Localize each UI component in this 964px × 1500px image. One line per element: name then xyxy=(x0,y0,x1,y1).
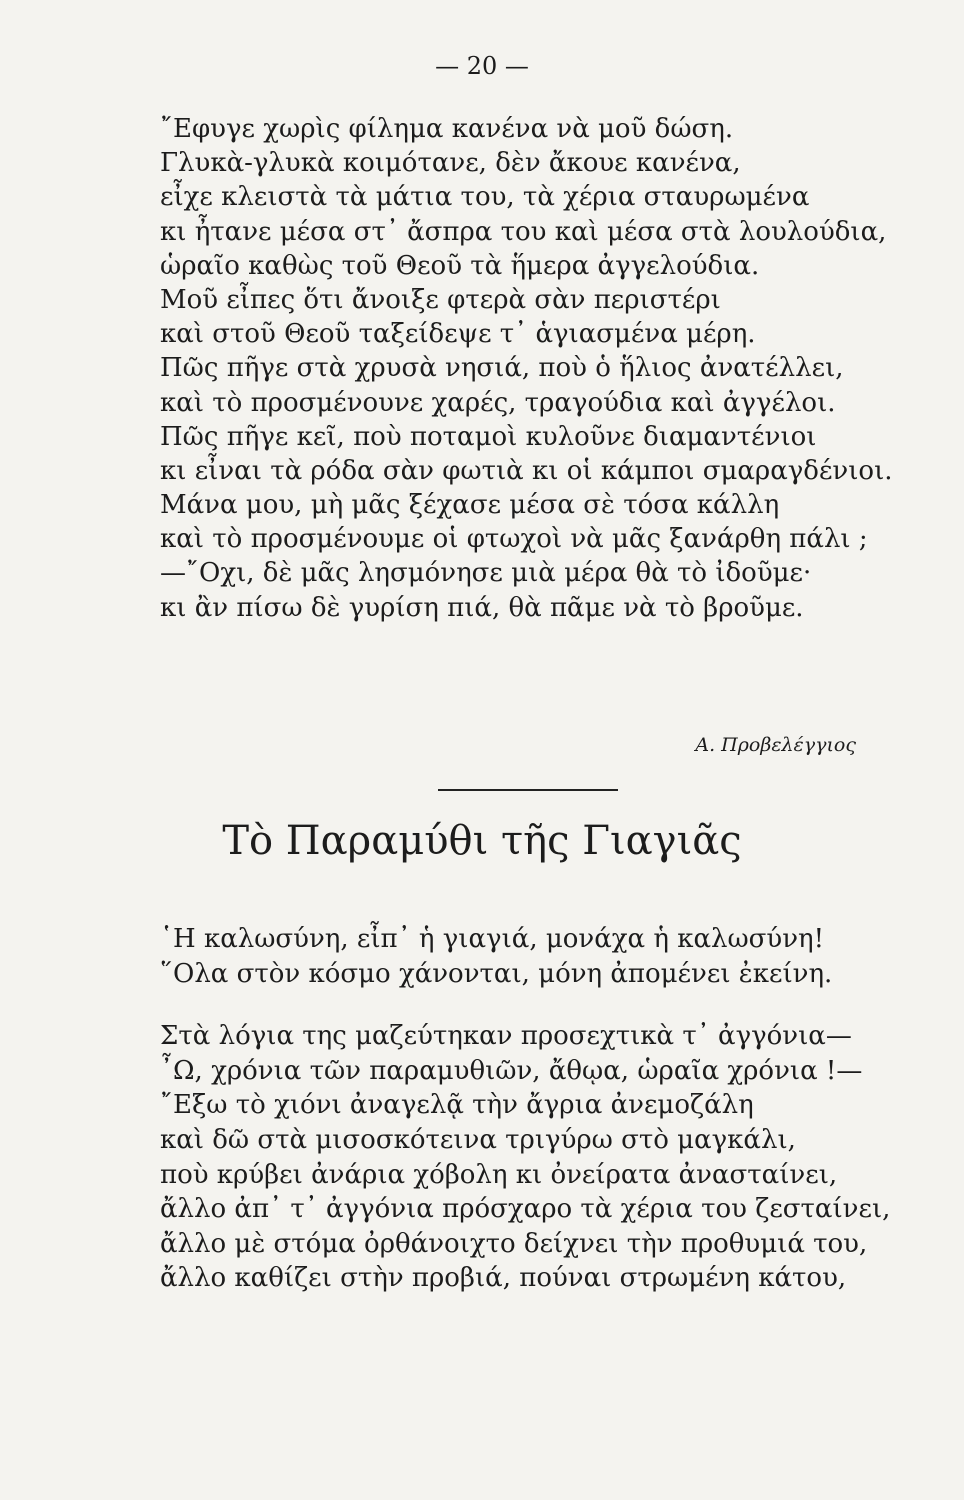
poem-line: ῾Η καλωσύνη, εἶπ᾽ ἡ γιαγιά, μονάχα ἡ καλωσύνη! xyxy=(160,924,825,954)
poem-line: εἶχε κλειστὰ τὰ μάτια του, τὰ χέρια σταυρωμένα xyxy=(160,182,810,213)
poem-line: ῎Εφυγε χωρὶς φίλημα κανένα νὰ μοῦ δώση. xyxy=(160,114,734,144)
poem-line: ποὺ κρύβει ἀνάρια χόβολη κι ὀνείρατα ἀνασταίνει, xyxy=(160,1159,838,1190)
poem-line: ῎Εξω τὸ χιόνι ἀναγελᾷ τὴν ἄγρια ἀνεμοζάλη xyxy=(160,1090,754,1121)
poem-line: καὶ τὸ προσμένουμε οἱ φτωχοὶ νὰ μᾶς ξανάρθη πάλι ; xyxy=(160,524,868,555)
poem-line: Γλυκὰ-γλυκὰ κοιμότανε, δὲν ἄκουε κανένα, xyxy=(160,148,741,179)
poem-line: Στὰ λόγια της μαζεύτηκαν προσεχτικὰ τ᾽ ἀγγόνια— xyxy=(160,1021,852,1052)
poem-line: ἄλλο καθίζει στὴν προβιά, πούναι στρωμένη κάτου, xyxy=(160,1263,847,1294)
poem-author: Α. Προβελέγγιος xyxy=(695,734,856,756)
poem-line: ἄλλο μὲ στόμα ὀρθάνοιχτο δείχνει τὴν προθυμιά του, xyxy=(160,1228,868,1259)
poem-line: κι ἂν πίσω δὲ γυρίση πιά, θὰ πᾶμε νὰ τὸ βροῦμε. xyxy=(160,592,804,623)
poem-line: κι ἦτανε μέσα στ᾽ ἄσπρα του καὶ μέσα στὰ λουλούδια, xyxy=(160,216,887,247)
poem-line: Μοῦ εἶπες ὅτι ἄνοιξε φτερὰ σὰν περιστέρι xyxy=(160,284,721,315)
poem-second xyxy=(160,922,930,1296)
poem-line: καὶ στοῦ Θεοῦ ταξείδεψε τ᾽ ἁγιασμένα μέρη. xyxy=(160,319,756,350)
page-number: — 20 — xyxy=(435,52,529,80)
poem-line: καὶ τὸ προσμένουνε χαρές, τραγούδια καὶ ἀγγέλοι. xyxy=(160,387,836,418)
poem-line: ἄλλο ἀπ᾽ τ᾽ ἀγγόνια πρόσχαρο τὰ χέρια του ζεσταίνει, xyxy=(160,1194,891,1225)
poem-line: Μάνα μου, μὴ μᾶς ξέχασε μέσα σὲ τόσα κάλλη xyxy=(160,490,780,521)
stanza-break xyxy=(160,991,930,1019)
poem-title: Τὸ Παραμύθι τῆς Γιαγιᾶς xyxy=(222,818,742,864)
poem-line: —῎Οχι, δὲ μᾶς λησμόνησε μιὰ μέρα θὰ τὸ ἰδοῦμε· xyxy=(160,558,812,589)
poem-line: κι εἶναι τὰ ρόδα σὰν φωτιὰ κι οἱ κάμποι σμαραγδένιοι. xyxy=(160,455,893,486)
poem-line: Πῶς πῆγε στὰ χρυσὰ νησιά, ποὺ ὁ ἥλιος ἀνατέλλει, xyxy=(160,353,844,384)
section-divider xyxy=(438,789,618,791)
poem-first xyxy=(160,112,930,625)
poem-line: καὶ δῶ στὰ μισοσκότεινα τριγύρω στὸ μαγκάλι, xyxy=(160,1124,796,1155)
poem-line: ῞Ολα στὸν κόσμο χάνονται, μόνη ἀπομένει ἐκείνη. xyxy=(160,958,833,989)
poem-line: ὡραῖο καθὼς τοῦ Θεοῦ τὰ ἥμερα ἀγγελούδια. xyxy=(160,250,760,281)
poem-line: ῏Ω, χρόνια τῶν παραμυθιῶν, ἄθῳα, ὡραῖα χρόνια !— xyxy=(160,1055,863,1086)
poem-line: Πῶς πῆγε κεῖ, ποὺ ποταμοὶ κυλοῦνε διαμαντένιοι xyxy=(160,421,817,452)
